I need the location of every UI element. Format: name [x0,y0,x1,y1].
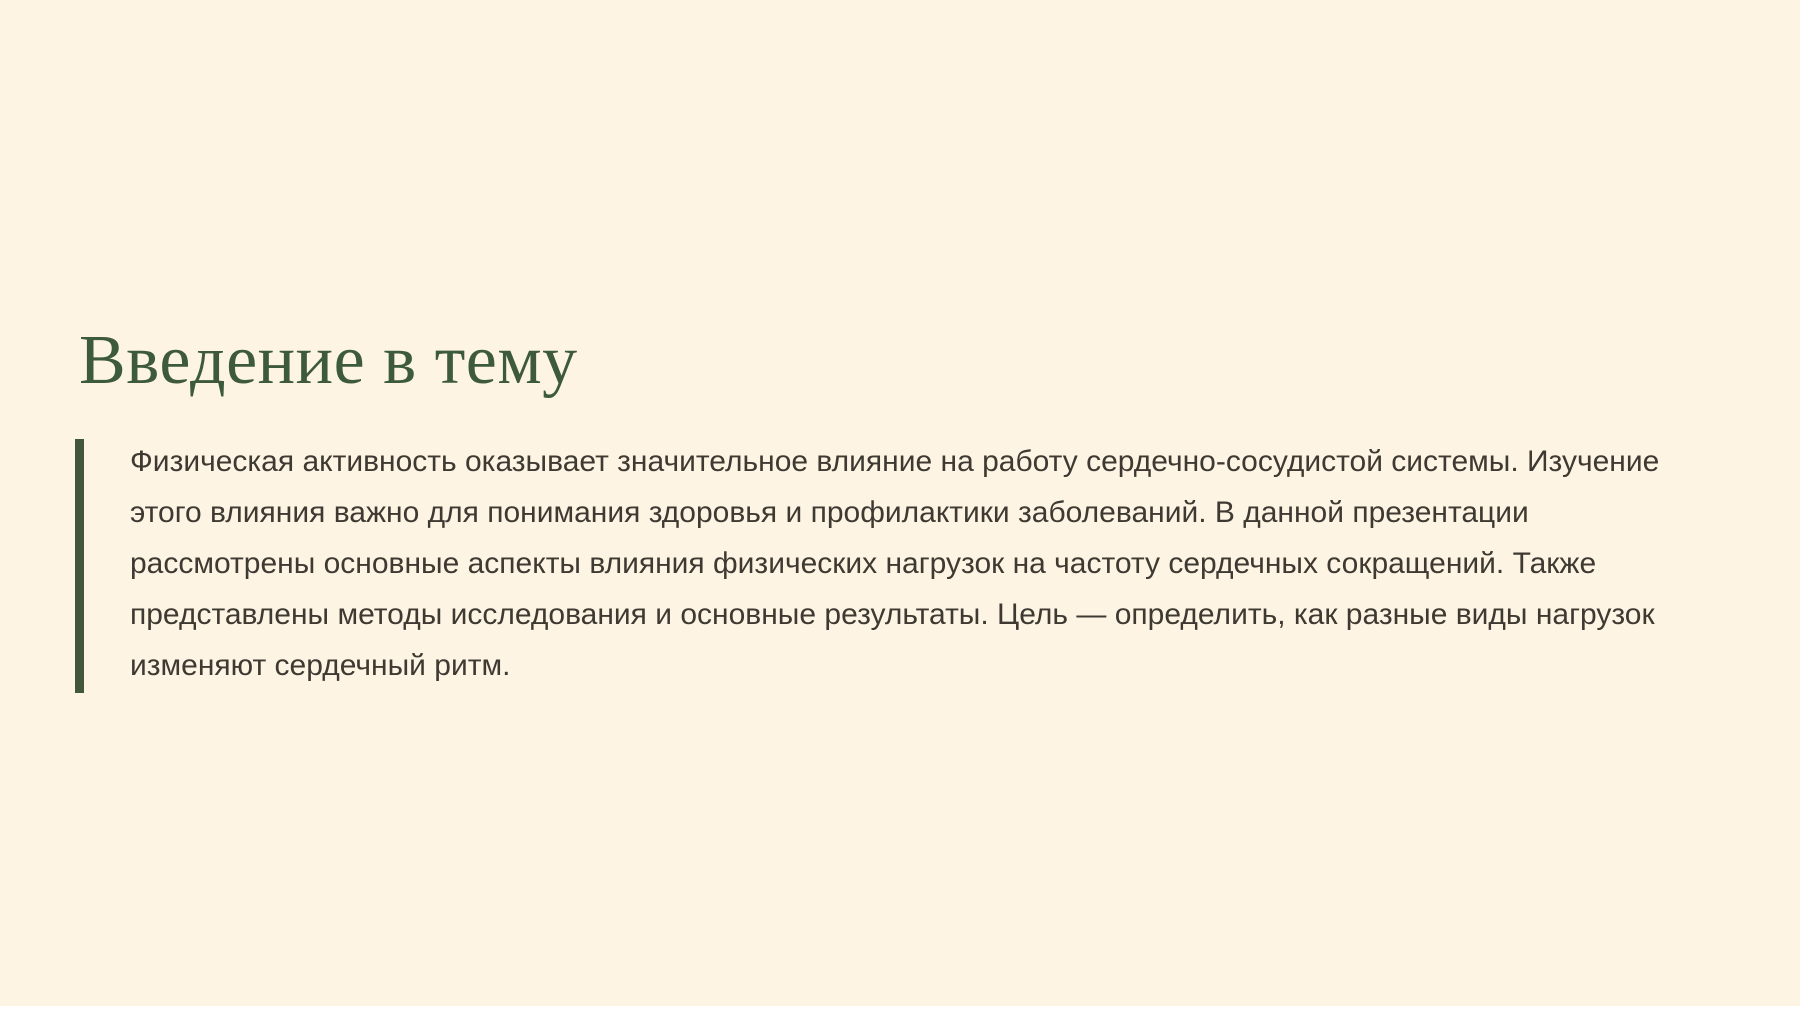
paragraph-line: Физическая активность оказывает значительное влияние на работу сердечно-сосудистой системы. Изучение [130,445,1660,478]
paragraph-line: представлены методы исследования и основные результаты. Цель — определить, как разные виды нагрузок [130,598,1655,631]
intro-block [75,436,1659,691]
intro-paragraph [130,436,1659,691]
paragraph-line: этого влияния важно для понимания здоровья и профилактики заболеваний. В данной презентации [130,496,1529,529]
paragraph-line: рассмотрены основные аспекты влияния физических нагрузок на частоту сердечных сокращений. Также [130,547,1597,580]
slide-title: Введение в тему [79,322,578,399]
bottom-strip [0,1006,1800,1013]
accent-bar [75,439,84,693]
paragraph-line: изменяют сердечный ритм. [130,649,511,682]
